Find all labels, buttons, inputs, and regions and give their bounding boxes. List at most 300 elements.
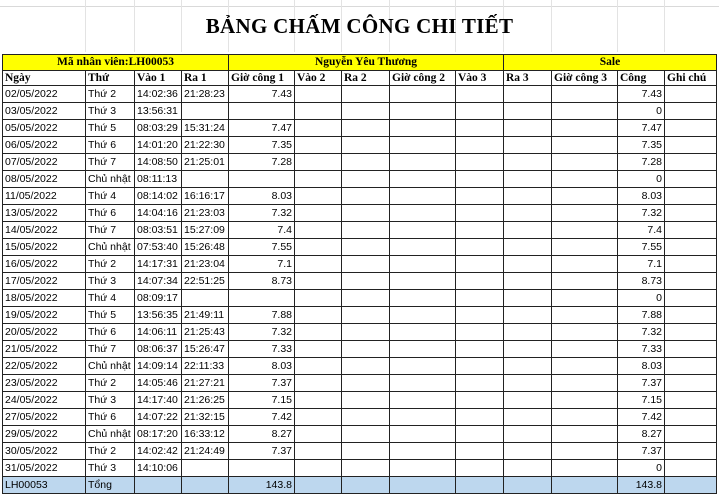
weekday-cell[interactable]: Thứ 2 xyxy=(86,443,135,460)
hours-1-cell[interactable] xyxy=(229,171,295,188)
notes-cell[interactable] xyxy=(665,426,717,443)
out-1-cell[interactable]: 21:25:01 xyxy=(182,154,229,171)
header-in-1[interactable]: Vào 1 xyxy=(135,71,182,86)
work-days-cell[interactable]: 7.37 xyxy=(618,443,665,460)
hours-3-cell[interactable] xyxy=(552,137,618,154)
hours-3-cell[interactable] xyxy=(552,375,618,392)
hours-3-cell[interactable] xyxy=(552,290,618,307)
in-2-cell[interactable] xyxy=(295,154,342,171)
notes-cell[interactable] xyxy=(665,273,717,290)
out-1-cell[interactable]: 21:22:30 xyxy=(182,137,229,154)
date-cell[interactable]: 22/05/2022 xyxy=(3,358,86,375)
date-cell[interactable]: 03/05/2022 xyxy=(3,103,86,120)
hours-1-cell[interactable]: 7.47 xyxy=(229,120,295,137)
hours-1-cell[interactable]: 8.27 xyxy=(229,426,295,443)
in-2-cell[interactable] xyxy=(295,375,342,392)
out-2-cell[interactable] xyxy=(342,324,390,341)
weekday-cell[interactable]: Thứ 6 xyxy=(86,409,135,426)
out-1-cell[interactable]: 21:23:04 xyxy=(182,256,229,273)
out-2-cell[interactable] xyxy=(342,460,390,477)
out-3-cell[interactable] xyxy=(504,171,552,188)
out-2-cell[interactable] xyxy=(342,358,390,375)
weekday-cell[interactable]: Thứ 3 xyxy=(86,460,135,477)
out-1-cell[interactable] xyxy=(182,103,229,120)
total-work-days-cell[interactable]: 143.8 xyxy=(618,477,665,494)
header-out-3[interactable]: Ra 3 xyxy=(504,71,552,86)
in-3-cell[interactable] xyxy=(456,86,504,103)
weekday-cell[interactable]: Thứ 5 xyxy=(86,120,135,137)
out-3-cell[interactable] xyxy=(504,239,552,256)
hours-1-cell[interactable]: 7.42 xyxy=(229,409,295,426)
total-empty-cell[interactable] xyxy=(552,477,618,494)
in-1-cell[interactable]: 08:17:20 xyxy=(135,426,182,443)
notes-cell[interactable] xyxy=(665,103,717,120)
work-days-cell[interactable]: 8.03 xyxy=(618,188,665,205)
out-2-cell[interactable] xyxy=(342,307,390,324)
hours-2-cell[interactable] xyxy=(390,443,456,460)
in-3-cell[interactable] xyxy=(456,392,504,409)
header-work-days[interactable]: Công xyxy=(618,71,665,86)
header-in-2[interactable]: Vào 2 xyxy=(295,71,342,86)
out-1-cell[interactable]: 15:26:47 xyxy=(182,341,229,358)
in-3-cell[interactable] xyxy=(456,205,504,222)
date-cell[interactable]: 20/05/2022 xyxy=(3,324,86,341)
hours-1-cell[interactable]: 7.33 xyxy=(229,341,295,358)
in-3-cell[interactable] xyxy=(456,460,504,477)
hours-2-cell[interactable] xyxy=(390,460,456,477)
in-1-cell[interactable]: 14:07:22 xyxy=(135,409,182,426)
in-1-cell[interactable]: 08:09:17 xyxy=(135,290,182,307)
notes-cell[interactable] xyxy=(665,256,717,273)
hours-1-cell[interactable]: 7.1 xyxy=(229,256,295,273)
date-cell[interactable]: 13/05/2022 xyxy=(3,205,86,222)
in-1-cell[interactable]: 14:06:11 xyxy=(135,324,182,341)
out-3-cell[interactable] xyxy=(504,324,552,341)
hours-2-cell[interactable] xyxy=(390,86,456,103)
out-1-cell[interactable]: 21:26:25 xyxy=(182,392,229,409)
in-2-cell[interactable] xyxy=(295,426,342,443)
total-empty-cell[interactable] xyxy=(295,477,342,494)
hours-2-cell[interactable] xyxy=(390,120,456,137)
hours-1-cell[interactable]: 8.03 xyxy=(229,188,295,205)
total-empty-cell[interactable] xyxy=(456,477,504,494)
total-empty-cell[interactable] xyxy=(342,477,390,494)
hours-1-cell[interactable]: 7.32 xyxy=(229,324,295,341)
out-3-cell[interactable] xyxy=(504,358,552,375)
in-3-cell[interactable] xyxy=(456,443,504,460)
date-cell[interactable]: 19/05/2022 xyxy=(3,307,86,324)
total-empty-cell[interactable] xyxy=(182,477,229,494)
out-1-cell[interactable]: 15:26:48 xyxy=(182,239,229,256)
hours-3-cell[interactable] xyxy=(552,392,618,409)
date-cell[interactable]: 31/05/2022 xyxy=(3,460,86,477)
in-2-cell[interactable] xyxy=(295,222,342,239)
hours-2-cell[interactable] xyxy=(390,222,456,239)
in-2-cell[interactable] xyxy=(295,256,342,273)
out-2-cell[interactable] xyxy=(342,154,390,171)
hours-3-cell[interactable] xyxy=(552,188,618,205)
out-3-cell[interactable] xyxy=(504,222,552,239)
in-3-cell[interactable] xyxy=(456,137,504,154)
weekday-cell[interactable]: Thứ 2 xyxy=(86,256,135,273)
out-2-cell[interactable] xyxy=(342,341,390,358)
in-2-cell[interactable] xyxy=(295,409,342,426)
hours-2-cell[interactable] xyxy=(390,273,456,290)
work-days-cell[interactable]: 7.32 xyxy=(618,205,665,222)
in-2-cell[interactable] xyxy=(295,290,342,307)
date-cell[interactable]: 21/05/2022 xyxy=(3,341,86,358)
date-cell[interactable]: 08/05/2022 xyxy=(3,171,86,188)
date-cell[interactable]: 16/05/2022 xyxy=(3,256,86,273)
out-2-cell[interactable] xyxy=(342,273,390,290)
in-1-cell[interactable]: 14:05:46 xyxy=(135,375,182,392)
weekday-cell[interactable]: Thứ 6 xyxy=(86,137,135,154)
date-cell[interactable]: 11/05/2022 xyxy=(3,188,86,205)
out-2-cell[interactable] xyxy=(342,392,390,409)
in-3-cell[interactable] xyxy=(456,222,504,239)
hours-1-cell[interactable]: 7.43 xyxy=(229,86,295,103)
notes-cell[interactable] xyxy=(665,375,717,392)
hours-3-cell[interactable] xyxy=(552,426,618,443)
out-3-cell[interactable] xyxy=(504,341,552,358)
out-1-cell[interactable]: 21:27:21 xyxy=(182,375,229,392)
work-days-cell[interactable]: 8.27 xyxy=(618,426,665,443)
hours-1-cell[interactable]: 7.88 xyxy=(229,307,295,324)
work-days-cell[interactable]: 7.1 xyxy=(618,256,665,273)
out-2-cell[interactable] xyxy=(342,103,390,120)
weekday-cell[interactable]: Thứ 2 xyxy=(86,375,135,392)
date-cell[interactable]: 02/05/2022 xyxy=(3,86,86,103)
hours-3-cell[interactable] xyxy=(552,86,618,103)
hours-3-cell[interactable] xyxy=(552,307,618,324)
date-cell[interactable]: 17/05/2022 xyxy=(3,273,86,290)
header-weekday[interactable]: Thứ xyxy=(86,71,135,86)
weekday-cell[interactable]: Thứ 4 xyxy=(86,290,135,307)
weekday-cell[interactable]: Chủ nhật xyxy=(86,171,135,188)
out-2-cell[interactable] xyxy=(342,222,390,239)
date-cell[interactable]: 29/05/2022 xyxy=(3,426,86,443)
notes-cell[interactable] xyxy=(665,205,717,222)
out-2-cell[interactable] xyxy=(342,443,390,460)
out-3-cell[interactable] xyxy=(504,137,552,154)
hours-1-cell[interactable]: 7.28 xyxy=(229,154,295,171)
work-days-cell[interactable]: 7.32 xyxy=(618,324,665,341)
out-3-cell[interactable] xyxy=(504,120,552,137)
out-1-cell[interactable]: 15:31:24 xyxy=(182,120,229,137)
header-in-3[interactable]: Vào 3 xyxy=(456,71,504,86)
in-3-cell[interactable] xyxy=(456,324,504,341)
in-2-cell[interactable] xyxy=(295,341,342,358)
in-3-cell[interactable] xyxy=(456,426,504,443)
hours-2-cell[interactable] xyxy=(390,103,456,120)
hours-1-cell[interactable]: 8.03 xyxy=(229,358,295,375)
total-label-cell[interactable]: Tổng xyxy=(86,477,135,494)
hours-2-cell[interactable] xyxy=(390,358,456,375)
notes-cell[interactable] xyxy=(665,392,717,409)
header-out-1[interactable]: Ra 1 xyxy=(182,71,229,86)
out-2-cell[interactable] xyxy=(342,171,390,188)
out-2-cell[interactable] xyxy=(342,426,390,443)
in-3-cell[interactable] xyxy=(456,273,504,290)
in-2-cell[interactable] xyxy=(295,324,342,341)
hours-2-cell[interactable] xyxy=(390,171,456,188)
notes-cell[interactable] xyxy=(665,409,717,426)
out-3-cell[interactable] xyxy=(504,188,552,205)
header-notes[interactable]: Ghi chú xyxy=(665,71,717,86)
in-2-cell[interactable] xyxy=(295,392,342,409)
work-days-cell[interactable]: 7.4 xyxy=(618,222,665,239)
out-1-cell[interactable]: 21:28:23 xyxy=(182,86,229,103)
work-days-cell[interactable]: 8.03 xyxy=(618,358,665,375)
hours-2-cell[interactable] xyxy=(390,375,456,392)
in-2-cell[interactable] xyxy=(295,307,342,324)
work-days-cell[interactable]: 7.28 xyxy=(618,154,665,171)
work-days-cell[interactable]: 7.35 xyxy=(618,137,665,154)
weekday-cell[interactable]: Thứ 6 xyxy=(86,205,135,222)
hours-2-cell[interactable] xyxy=(390,392,456,409)
header-hours-3[interactable]: Giờ công 3 xyxy=(552,71,618,86)
out-1-cell[interactable]: 22:11:33 xyxy=(182,358,229,375)
date-cell[interactable]: 30/05/2022 xyxy=(3,443,86,460)
hours-1-cell[interactable]: 7.32 xyxy=(229,205,295,222)
notes-cell[interactable] xyxy=(665,443,717,460)
out-3-cell[interactable] xyxy=(504,426,552,443)
out-1-cell[interactable]: 21:25:43 xyxy=(182,324,229,341)
date-cell[interactable]: 06/05/2022 xyxy=(3,137,86,154)
out-2-cell[interactable] xyxy=(342,290,390,307)
out-2-cell[interactable] xyxy=(342,205,390,222)
hours-1-cell[interactable] xyxy=(229,103,295,120)
hours-2-cell[interactable] xyxy=(390,426,456,443)
weekday-cell[interactable]: Thứ 4 xyxy=(86,188,135,205)
in-3-cell[interactable] xyxy=(456,307,504,324)
weekday-cell[interactable]: Thứ 7 xyxy=(86,341,135,358)
in-3-cell[interactable] xyxy=(456,103,504,120)
out-3-cell[interactable] xyxy=(504,290,552,307)
in-1-cell[interactable]: 14:02:42 xyxy=(135,443,182,460)
date-cell[interactable]: 14/05/2022 xyxy=(3,222,86,239)
hours-2-cell[interactable] xyxy=(390,239,456,256)
in-1-cell[interactable]: 14:04:16 xyxy=(135,205,182,222)
in-1-cell[interactable]: 08:03:51 xyxy=(135,222,182,239)
hours-3-cell[interactable] xyxy=(552,222,618,239)
hours-2-cell[interactable] xyxy=(390,324,456,341)
hours-1-cell[interactable]: 7.4 xyxy=(229,222,295,239)
hours-3-cell[interactable] xyxy=(552,103,618,120)
in-3-cell[interactable] xyxy=(456,290,504,307)
out-2-cell[interactable] xyxy=(342,256,390,273)
hours-3-cell[interactable] xyxy=(552,341,618,358)
hours-2-cell[interactable] xyxy=(390,290,456,307)
date-cell[interactable]: 15/05/2022 xyxy=(3,239,86,256)
date-cell[interactable]: 05/05/2022 xyxy=(3,120,86,137)
in-1-cell[interactable]: 08:11:13 xyxy=(135,171,182,188)
weekday-cell[interactable]: Thứ 6 xyxy=(86,324,135,341)
in-1-cell[interactable]: 14:10:06 xyxy=(135,460,182,477)
notes-cell[interactable] xyxy=(665,120,717,137)
weekday-cell[interactable]: Thứ 3 xyxy=(86,392,135,409)
out-1-cell[interactable]: 22:51:25 xyxy=(182,273,229,290)
in-1-cell[interactable]: 08:06:37 xyxy=(135,341,182,358)
in-3-cell[interactable] xyxy=(456,154,504,171)
out-3-cell[interactable] xyxy=(504,307,552,324)
in-1-cell[interactable]: 14:09:14 xyxy=(135,358,182,375)
hours-3-cell[interactable] xyxy=(552,409,618,426)
out-3-cell[interactable] xyxy=(504,86,552,103)
in-3-cell[interactable] xyxy=(456,120,504,137)
out-3-cell[interactable] xyxy=(504,154,552,171)
out-3-cell[interactable] xyxy=(504,375,552,392)
weekday-cell[interactable]: Thứ 7 xyxy=(86,154,135,171)
in-1-cell[interactable]: 14:08:50 xyxy=(135,154,182,171)
in-2-cell[interactable] xyxy=(295,460,342,477)
out-3-cell[interactable] xyxy=(504,103,552,120)
out-1-cell[interactable]: 16:33:12 xyxy=(182,426,229,443)
work-days-cell[interactable]: 7.37 xyxy=(618,375,665,392)
out-1-cell[interactable] xyxy=(182,460,229,477)
work-days-cell[interactable]: 8.73 xyxy=(618,273,665,290)
weekday-cell[interactable]: Thứ 5 xyxy=(86,307,135,324)
hours-3-cell[interactable] xyxy=(552,443,618,460)
notes-cell[interactable] xyxy=(665,171,717,188)
in-1-cell[interactable]: 14:17:40 xyxy=(135,392,182,409)
notes-cell[interactable] xyxy=(665,137,717,154)
notes-cell[interactable] xyxy=(665,307,717,324)
hours-1-cell[interactable]: 7.37 xyxy=(229,375,295,392)
hours-3-cell[interactable] xyxy=(552,239,618,256)
in-3-cell[interactable] xyxy=(456,409,504,426)
hours-1-cell[interactable]: 7.15 xyxy=(229,392,295,409)
out-3-cell[interactable] xyxy=(504,205,552,222)
notes-cell[interactable] xyxy=(665,154,717,171)
out-3-cell[interactable] xyxy=(504,409,552,426)
out-1-cell[interactable] xyxy=(182,290,229,307)
in-2-cell[interactable] xyxy=(295,188,342,205)
notes-cell[interactable] xyxy=(665,290,717,307)
in-1-cell[interactable]: 07:53:40 xyxy=(135,239,182,256)
work-days-cell[interactable]: 7.47 xyxy=(618,120,665,137)
notes-cell[interactable] xyxy=(665,86,717,103)
total-empty-cell[interactable] xyxy=(390,477,456,494)
in-3-cell[interactable] xyxy=(456,375,504,392)
out-3-cell[interactable] xyxy=(504,256,552,273)
out-1-cell[interactable]: 21:23:03 xyxy=(182,205,229,222)
date-cell[interactable]: 18/05/2022 xyxy=(3,290,86,307)
hours-1-cell[interactable]: 8.73 xyxy=(229,273,295,290)
hours-3-cell[interactable] xyxy=(552,460,618,477)
in-1-cell[interactable]: 08:03:29 xyxy=(135,120,182,137)
hours-1-cell[interactable]: 7.37 xyxy=(229,443,295,460)
in-2-cell[interactable] xyxy=(295,86,342,103)
out-2-cell[interactable] xyxy=(342,120,390,137)
hours-2-cell[interactable] xyxy=(390,205,456,222)
work-days-cell[interactable]: 0 xyxy=(618,103,665,120)
date-cell[interactable]: 07/05/2022 xyxy=(3,154,86,171)
notes-cell[interactable] xyxy=(665,358,717,375)
employee-name-cell[interactable]: Nguyễn Yêu Thương xyxy=(229,55,504,71)
work-days-cell[interactable]: 0 xyxy=(618,290,665,307)
total-id-cell[interactable]: LH00053 xyxy=(3,477,86,494)
department-cell[interactable]: Sale xyxy=(504,55,717,71)
total-empty-cell[interactable] xyxy=(504,477,552,494)
in-2-cell[interactable] xyxy=(295,239,342,256)
work-days-cell[interactable]: 0 xyxy=(618,171,665,188)
work-days-cell[interactable]: 7.55 xyxy=(618,239,665,256)
out-2-cell[interactable] xyxy=(342,239,390,256)
hours-2-cell[interactable] xyxy=(390,409,456,426)
hours-1-cell[interactable] xyxy=(229,290,295,307)
hours-1-cell[interactable]: 7.55 xyxy=(229,239,295,256)
out-2-cell[interactable] xyxy=(342,86,390,103)
hours-1-cell[interactable]: 7.35 xyxy=(229,137,295,154)
date-cell[interactable]: 27/05/2022 xyxy=(3,409,86,426)
hours-3-cell[interactable] xyxy=(552,324,618,341)
work-days-cell[interactable]: 7.43 xyxy=(618,86,665,103)
hours-3-cell[interactable] xyxy=(552,154,618,171)
out-1-cell[interactable]: 16:16:17 xyxy=(182,188,229,205)
in-2-cell[interactable] xyxy=(295,120,342,137)
in-2-cell[interactable] xyxy=(295,358,342,375)
date-cell[interactable]: 23/05/2022 xyxy=(3,375,86,392)
hours-3-cell[interactable] xyxy=(552,120,618,137)
hours-2-cell[interactable] xyxy=(390,341,456,358)
out-2-cell[interactable] xyxy=(342,375,390,392)
out-2-cell[interactable] xyxy=(342,137,390,154)
sheet-title[interactable]: BẢNG CHẤM CÔNG CHI TIẾT xyxy=(205,14,514,38)
total-empty-cell[interactable] xyxy=(665,477,717,494)
hours-3-cell[interactable] xyxy=(552,358,618,375)
hours-3-cell[interactable] xyxy=(552,205,618,222)
notes-cell[interactable] xyxy=(665,460,717,477)
notes-cell[interactable] xyxy=(665,239,717,256)
hours-1-cell[interactable] xyxy=(229,460,295,477)
date-cell[interactable]: 24/05/2022 xyxy=(3,392,86,409)
out-3-cell[interactable] xyxy=(504,443,552,460)
out-2-cell[interactable] xyxy=(342,409,390,426)
header-date[interactable]: Ngày xyxy=(3,71,86,86)
out-1-cell[interactable]: 15:27:09 xyxy=(182,222,229,239)
in-1-cell[interactable]: 13:56:35 xyxy=(135,307,182,324)
out-3-cell[interactable] xyxy=(504,273,552,290)
in-1-cell[interactable]: 14:17:31 xyxy=(135,256,182,273)
work-days-cell[interactable]: 0 xyxy=(618,460,665,477)
hours-2-cell[interactable] xyxy=(390,256,456,273)
in-2-cell[interactable] xyxy=(295,443,342,460)
hours-2-cell[interactable] xyxy=(390,307,456,324)
total-hours-1-cell[interactable]: 143.8 xyxy=(229,477,295,494)
in-3-cell[interactable] xyxy=(456,239,504,256)
work-days-cell[interactable]: 7.33 xyxy=(618,341,665,358)
in-3-cell[interactable] xyxy=(456,341,504,358)
weekday-cell[interactable]: Thứ 3 xyxy=(86,273,135,290)
in-1-cell[interactable]: 14:07:34 xyxy=(135,273,182,290)
hours-2-cell[interactable] xyxy=(390,137,456,154)
out-2-cell[interactable] xyxy=(342,188,390,205)
in-2-cell[interactable] xyxy=(295,273,342,290)
weekday-cell[interactable]: Thứ 2 xyxy=(86,86,135,103)
weekday-cell[interactable]: Chủ nhật xyxy=(86,239,135,256)
in-2-cell[interactable] xyxy=(295,205,342,222)
in-3-cell[interactable] xyxy=(456,171,504,188)
notes-cell[interactable] xyxy=(665,222,717,239)
weekday-cell[interactable]: Thứ 3 xyxy=(86,103,135,120)
out-3-cell[interactable] xyxy=(504,460,552,477)
hours-2-cell[interactable] xyxy=(390,188,456,205)
hours-3-cell[interactable] xyxy=(552,273,618,290)
in-1-cell[interactable]: 14:01:20 xyxy=(135,137,182,154)
in-3-cell[interactable] xyxy=(456,256,504,273)
employee-id-cell[interactable]: Mã nhân viên:LH00053 xyxy=(3,55,229,71)
